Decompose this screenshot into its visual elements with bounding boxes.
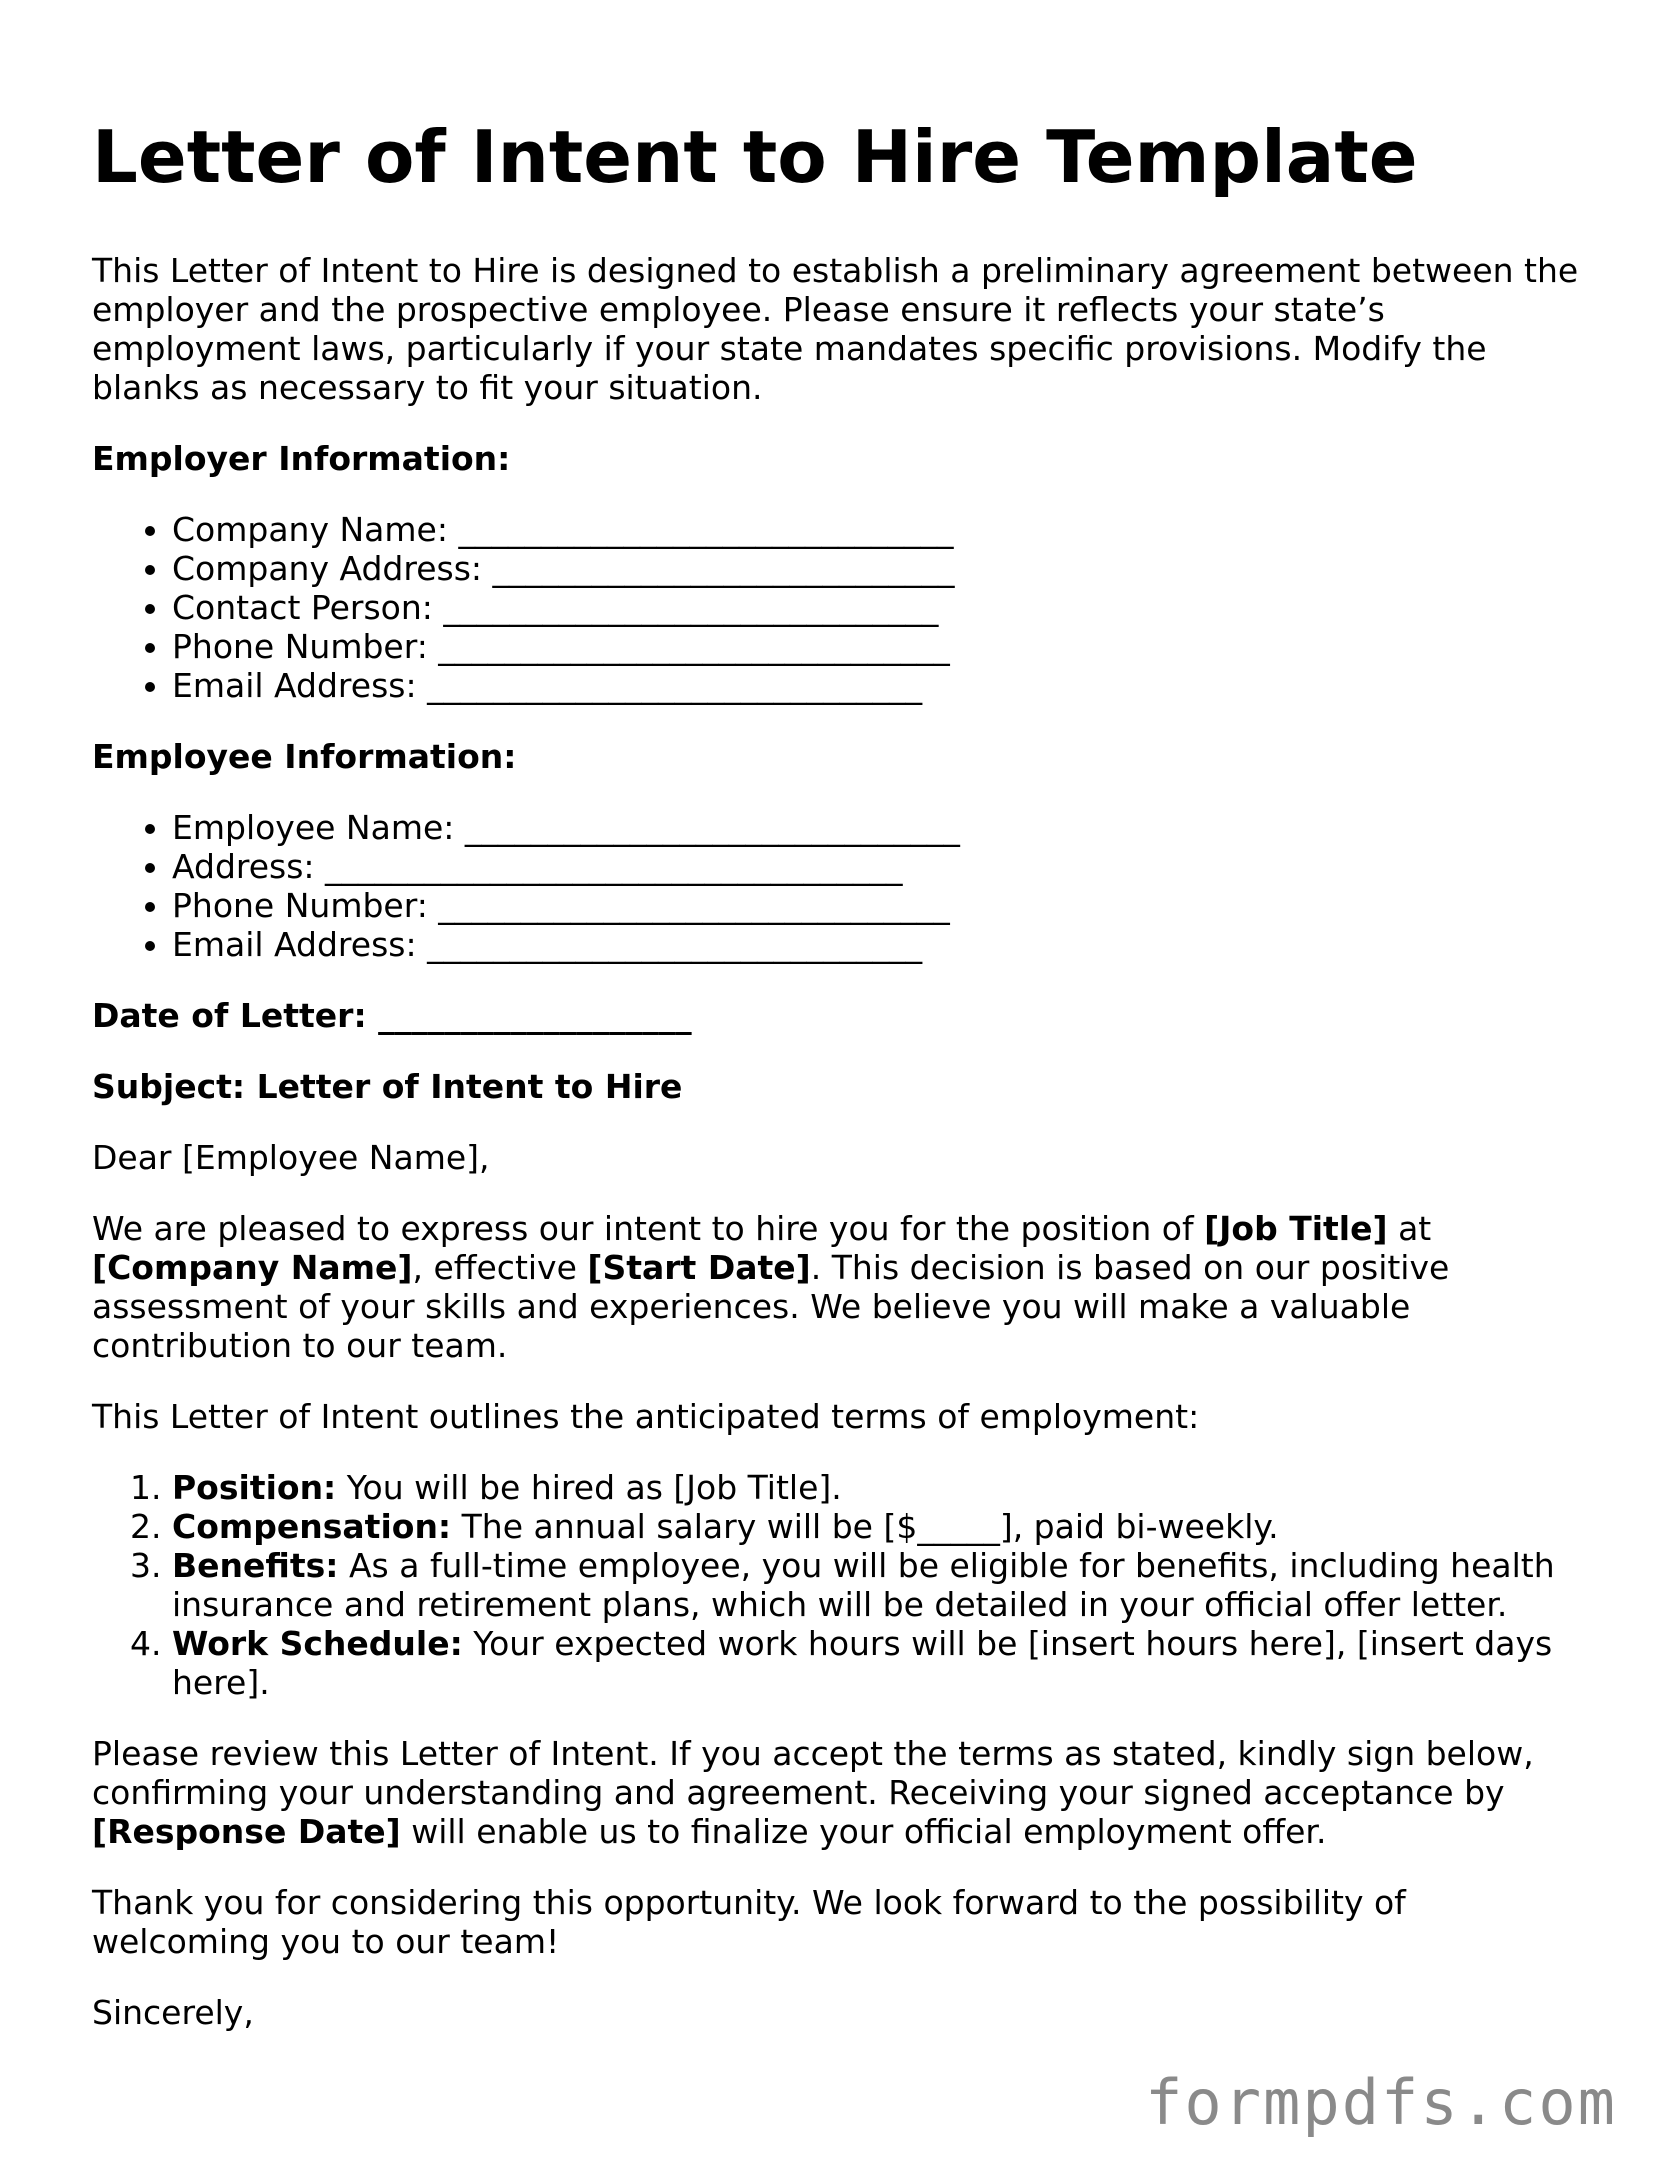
term-text: As a full-time employee, you will be eligible for benefits, including health insurance and retirement plans, which will be detailed in your official offer letter. — [172, 1546, 1555, 1624]
term-text: The annual salary will be [$_____], paid bi-weekly. — [451, 1507, 1279, 1546]
employer-fields-list — [92, 510, 1592, 705]
start-date-placeholder: [Start Date] — [587, 1248, 811, 1287]
body1-text-3: , effective — [412, 1248, 588, 1287]
employee-address-field: • Address: ___________________________________ — [172, 847, 1592, 886]
subject-line: Subject: Letter of Intent to Hire — [92, 1067, 683, 1106]
date-of-letter: Date of Letter: ___________________ — [92, 996, 692, 1035]
employer-phone-field: • Phone Number: _______________________________ — [172, 627, 1592, 666]
employer-contact-person-field: • Contact Person: ______________________________ — [172, 588, 1592, 627]
body1-text-1: We are pleased to express our intent to hire you for the position of — [92, 1209, 1205, 1248]
body1-text-4: . This decision is based on our positive assessment of your skills and experiences. We believe you will make a valuable contribution to our team. — [92, 1248, 1450, 1365]
term-item-position — [172, 1468, 1592, 1507]
thanks-paragraph: Thank you for considering this opportunity. We look forward to the possibility of welcoming you to our team! — [92, 1883, 1406, 1961]
body-paragraph-1 — [92, 1209, 1592, 1365]
term-item-work-schedule — [172, 1624, 1592, 1702]
employer-company-address-field: • Company Address: ____________________________ — [172, 549, 1592, 588]
term-label: Benefits: — [172, 1546, 339, 1585]
term-item-compensation — [172, 1507, 1592, 1546]
closing: Sincerely, — [92, 1993, 254, 2032]
watermark: formpdfs.com — [1145, 2066, 1617, 2139]
term-text: Your expected work hours will be [insert hours here], [insert days here]. — [172, 1624, 1553, 1702]
job-title-placeholder: [Job Title] — [1204, 1209, 1388, 1248]
employee-email-field: • Email Address: ______________________________ — [172, 925, 1592, 964]
intro-paragraph: This Letter of Intent to Hire is designed to establish a preliminary agreement between the employer and the prospective employee. Please ensure it reflects your state’s employment laws, particularly if your state mandates specific provisions. Modify the blanks as necessary to fit your situation. — [92, 251, 1579, 407]
greeting: Dear [Employee Name], — [92, 1138, 490, 1177]
terms-intro: This Letter of Intent outlines the anticipated terms of employment: — [92, 1397, 1200, 1436]
body2-text-1: Please review this Letter of Intent. If you accept the terms as stated, kindly sign below, confirming your understanding and agreement. Receiving your signed acceptance by — [92, 1734, 1534, 1812]
employee-heading: Employee Information: — [92, 737, 517, 776]
term-label: Work Schedule: — [172, 1624, 463, 1663]
employee-fields-list — [92, 808, 1592, 964]
terms-list — [92, 1468, 1592, 1702]
employee-phone-field: • Phone Number: _______________________________ — [172, 886, 1592, 925]
body-paragraph-2 — [92, 1734, 1592, 1851]
body1-text-2: at — [1387, 1209, 1432, 1248]
term-label: Position: — [172, 1468, 337, 1507]
employee-name-field: • Employee Name: ______________________________ — [172, 808, 1592, 847]
term-item-benefits — [172, 1546, 1592, 1624]
company-name-placeholder: [Company Name] — [92, 1248, 413, 1287]
employer-company-name-field: • Company Name: ______________________________ — [172, 510, 1592, 549]
document-title: Letter of Intent to Hire Template — [92, 115, 1418, 199]
term-label: Compensation: — [172, 1507, 452, 1546]
employer-email-field: • Email Address: ______________________________ — [172, 666, 1592, 705]
response-date-placeholder: [Response Date] — [92, 1812, 401, 1851]
term-text: You will be hired as [Job Title]. — [336, 1468, 842, 1507]
body2-text-2: will enable us to finalize your official employment offer. — [400, 1812, 1327, 1851]
document-page — [92, 115, 1592, 2064]
employer-heading: Employer Information: — [92, 439, 511, 478]
